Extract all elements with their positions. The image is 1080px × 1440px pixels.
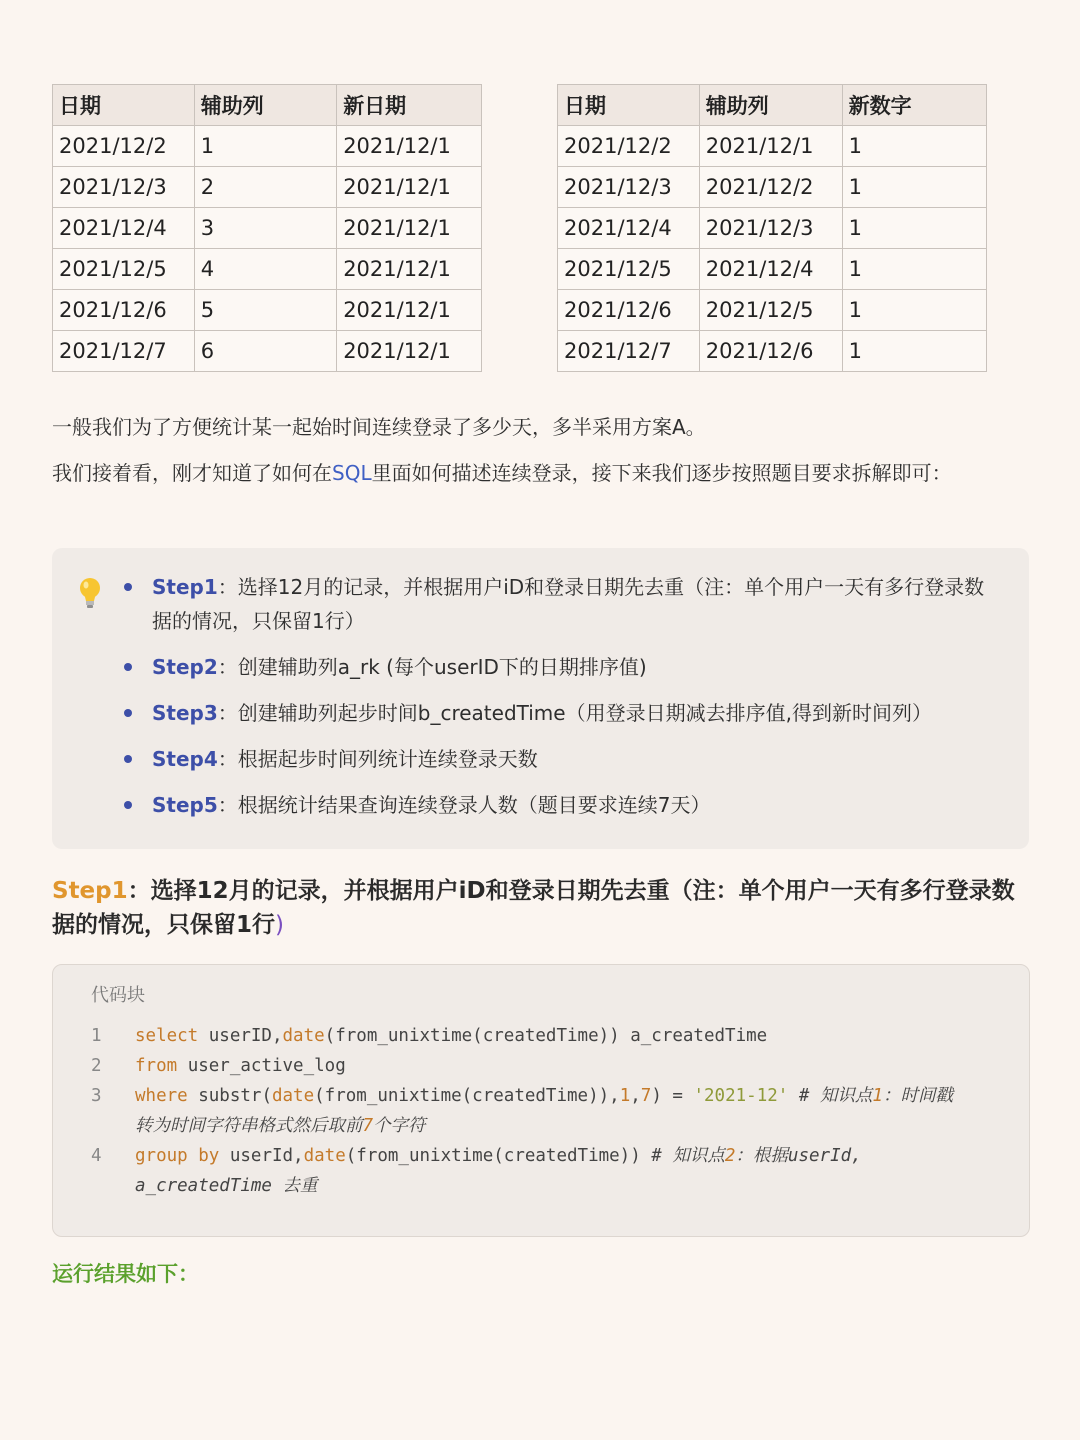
line-number: 4 [91,1146,102,1166]
heading-close-paren: ) [275,912,284,938]
lightbulb-icon [78,576,102,612]
code-line [53,1141,1029,1201]
para2-text-before: 我们接着看，刚才知道了如何在 [52,461,332,485]
line-number: 2 [91,1056,102,1076]
heading-step-label: Step1 [52,878,128,904]
table-cell: 2021/12/4 [699,249,842,290]
step-text: ：创建辅助列起步时间b_createdTime（用登录日期减去排序值,得到新时间列） [217,701,932,725]
table-row [53,249,482,290]
list-item [122,742,1002,776]
table-row [53,208,482,249]
table-cell: 2021/12/3 [699,208,842,249]
table-cell: 2021/12/1 [699,126,842,167]
code-content [53,1021,1029,1201]
code-line [53,1051,1029,1081]
table-row [53,167,482,208]
table-cell: 2021/12/5 [558,249,700,290]
table-cell: 2021/12/1 [337,167,482,208]
table-header-cell: 辅助列 [194,85,336,126]
step-text: ：根据起步时间列统计连续登录天数 [217,747,538,771]
table-cell: 2021/12/1 [337,208,482,249]
code-line [53,1021,1029,1051]
step-list [122,570,1002,834]
table-cell: 2021/12/6 [53,290,195,331]
table-cell: 2021/12/2 [53,126,195,167]
table-row [558,331,987,372]
table-cell: 1 [842,167,986,208]
table-cell: 2021/12/1 [337,249,482,290]
table-cell: 5 [194,290,336,331]
table-cell: 1 [842,290,986,331]
table-cell: 1 [842,249,986,290]
line-number: 3 [91,1086,102,1106]
sql-keyword: SQL [332,461,372,485]
section-heading [52,874,1032,942]
para2-text-after: 里面如何描述连续登录，接下来我们逐步按照题目要求拆解即可： [371,461,952,485]
table-header-cell: 日期 [53,85,195,126]
table-cell: 2021/12/3 [558,167,700,208]
helper-column-table-a [52,84,482,372]
table-cell: 2021/12/6 [558,290,700,331]
table-cell: 6 [194,331,336,372]
list-item [122,650,1002,684]
table-cell: 2021/12/4 [53,208,195,249]
table-cell: 2021/12/2 [558,126,700,167]
step-text: ：根据统计结果查询连续登录人数（题目要求连续7天） [217,793,711,817]
table-cell: 1 [842,126,986,167]
helper-column-table-b [557,84,987,372]
list-item [122,570,1002,638]
table-row [558,208,987,249]
code-text: from user_active_log [135,1056,346,1076]
table-cell: 2021/12/1 [337,126,482,167]
list-item [122,788,1002,822]
table-cell: 2021/12/7 [558,331,700,372]
table-header-cell: 新数字 [842,85,986,126]
table-cell: 1 [842,208,986,249]
table-cell: 2021/12/4 [558,208,700,249]
table-row [558,167,987,208]
code-block-title: 代码块 [91,985,145,1006]
table-cell: 4 [194,249,336,290]
code-line [53,1081,1029,1141]
bullet-icon [124,709,132,717]
table-row [558,249,987,290]
step-label: Step3 [152,701,218,725]
step-label: Step4 [152,747,218,771]
table-row [53,331,482,372]
step-label: Step5 [152,793,218,817]
result-label: 运行结果如下： [52,1262,199,1286]
bullet-icon [124,583,132,591]
table-header-row [558,85,987,126]
step-text: ：创建辅助列a_rk (每个userID下的日期排序值) [217,655,647,679]
table-cell: 2021/12/5 [53,249,195,290]
step-text: ：选择12月的记录，并根据用户iD和登录日期先去重（注：单个用户一天有多行登录数据的情况，只保留1行） [152,575,985,633]
code-block[interactable] [52,964,1030,1237]
table-row [53,126,482,167]
table-cell: 2 [194,167,336,208]
table-row [558,126,987,167]
code-text: select userID,date(from_unixtime(createdTime)) a_createdTime [135,1026,768,1046]
bullet-icon [124,663,132,671]
table-header-cell: 辅助列 [699,85,842,126]
table-cell: 2021/12/1 [337,290,482,331]
code-wrap-text: 转为时间字符串格式然后取前7个字符 [135,1116,426,1136]
code-wrap-text: a_createdTime 去重 [135,1176,318,1196]
table-header-cell: 新日期 [337,85,482,126]
step-label: Step1 [152,575,218,599]
bullet-icon [124,801,132,809]
table-row [53,290,482,331]
table-cell: 1 [194,126,336,167]
tip-callout [52,548,1029,849]
intro-paragraph-2 [52,455,1012,491]
table-cell: 2021/12/1 [337,331,482,372]
bullet-icon [124,755,132,763]
intro-paragraph-1: 一般我们为了方便统计某一起始时间连续登录了多少天，多半采用方案A。 [52,415,706,439]
table-row [558,290,987,331]
table-header-cell: 日期 [558,85,700,126]
table-cell: 1 [842,331,986,372]
code-text: where substr(date(from_unixtime(createdTime)),1,7) = '2021-12' # 知识点1：时间戳 [135,1086,953,1106]
code-text: group by userId,date(from_unixtime(createdTime)) # 知识点2：根据userId, [135,1146,862,1166]
heading-text: ：选择12月的记录，并根据用户iD和登录日期先去重（注：单个用户一天有多行登录数据的情况，只保留1行 [52,878,1015,938]
table-header-row [53,85,482,126]
table-cell: 2021/12/5 [699,290,842,331]
table-cell: 2021/12/6 [699,331,842,372]
list-item [122,696,1002,730]
line-number: 1 [91,1026,102,1046]
step-label: Step2 [152,655,218,679]
table-cell: 3 [194,208,336,249]
table-cell: 2021/12/7 [53,331,195,372]
table-cell: 2021/12/2 [699,167,842,208]
table-cell: 2021/12/3 [53,167,195,208]
